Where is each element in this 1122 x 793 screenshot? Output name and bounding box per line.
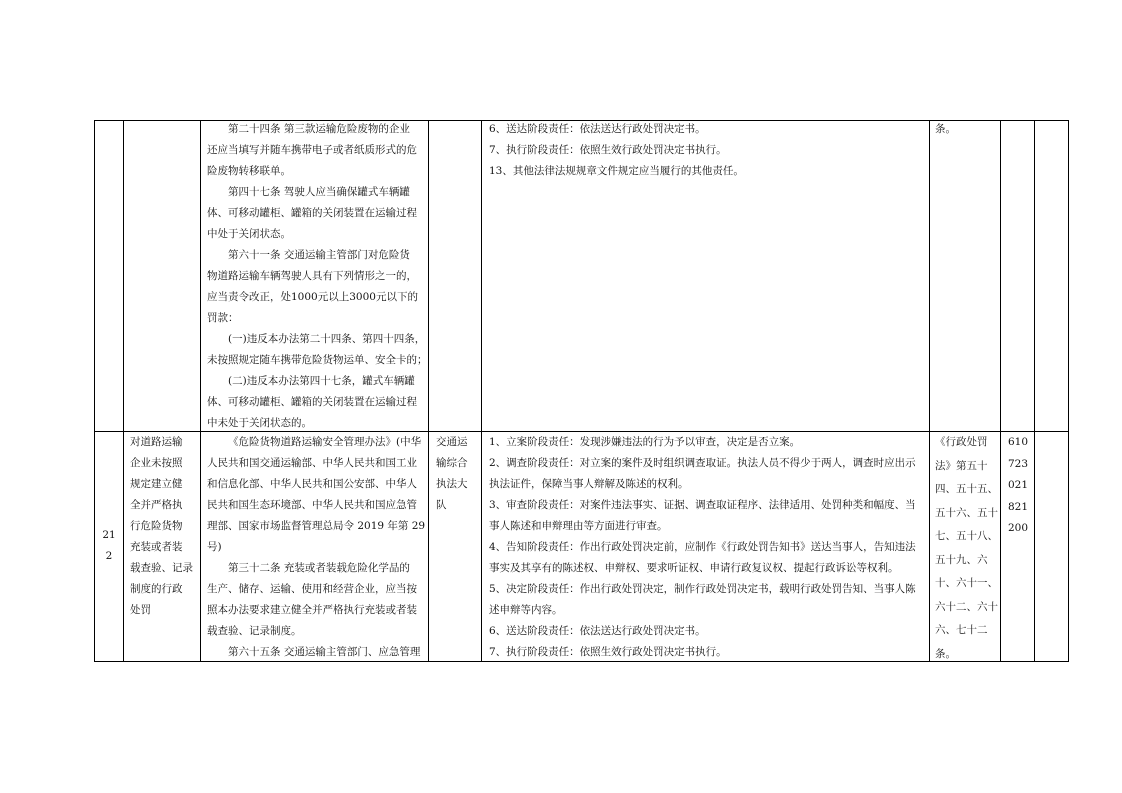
basis-line: 体、可移动罐柜、罐箱的关闭装置在运输过程 [207,396,417,408]
responsibility-line: 7、执行阶段责任：依照生效行政处罚决定书执行。 [489,144,727,156]
basis-line: 载查验、记录制度。 [207,625,302,637]
basis-line: 照本办法要求建立健全并严格执行充装或者装 [207,604,417,616]
basis-line: 生产、储存、运输、使用和经营企业，应当按 [207,583,417,595]
code-line: 610 [1008,436,1029,448]
basis-line: 《危险货物道路运输安全管理办法》(中华 [228,436,422,448]
accountability-line: 《行政处罚 [935,436,988,448]
basis-line: 应当责令改正，处1000元以上3000元以下的 [207,291,418,303]
accountability-line: 条。 [935,123,956,135]
responsibility-line: 3、审查阶段责任：对案件违法事实、证据、调查取证程序、法律适用、处罚种类和幅度、当 [489,499,916,511]
row2-department-cell [436,432,480,516]
responsibility-line: 事人陈述和申辩理由等方面进行审查。 [489,520,668,532]
table-col-divider [200,120,201,662]
table-border-left [94,120,95,662]
responsibility-line: 6、送达阶段责任：依法送达行政处罚决定书。 [489,625,706,637]
department-line: 输综合 [436,457,468,469]
item-name-line: 充装或者装 [130,541,183,553]
department-line: 执法大 [436,478,468,490]
basis-line: (二)违反本办法第四十七条，罐式车辆罐 [228,375,415,387]
table-col-divider [1034,120,1035,662]
item-name-line: 企业未按照 [130,457,183,469]
department-line: 队 [436,499,447,511]
accountability-line: 十、六十一、 [935,577,998,589]
code-line: 821 [1008,500,1029,513]
row2-code-cell [1008,432,1032,540]
row1-accountability-cell [935,119,997,140]
responsibility-line: 4、告知阶段责任：作出行政处罚决定前，应制作《行政处罚告知书》送达当事人，告知违法 [489,541,916,553]
item-name-line: 全并严格执 [130,499,183,511]
basis-line: 物道路运输车辆驾驶人具有下列情形之一的， [207,270,417,282]
responsibility-line: 2、调查阶段责任：对立案的案件及时组织调查取证。执法人员不得少于两人，调查时应出示 [489,457,916,469]
basis-line: (一)违反本办法第二十四条、第四十四条， [228,333,426,345]
table-border-right [1068,120,1069,662]
table-col-divider [123,120,124,662]
basis-line: 号) [207,541,222,553]
responsibility-line: 执法证件，保障当事人辩解及陈述的权利。 [489,478,689,490]
accountability-line: 四、五十五、 [935,483,998,495]
basis-line: 中处于关闭状态。 [207,228,291,240]
responsibility-line: 事实及其享有的陈述权、申辩权、要求听证权、申请行政复议权、提起行政诉讼等权利。 [489,562,899,574]
item-name-line: 对道路运输 [130,436,183,448]
table-col-divider [428,120,429,662]
responsibility-line: 6、送达阶段责任：依法送达行政处罚决定书。 [489,123,706,135]
basis-line: 第二十四条 第三款运输危险废物的企业 [228,123,410,135]
seq-number: 21 [102,529,116,541]
basis-line: 第三十二条 充装或者装载危险化学品的 [228,562,410,574]
basis-line: 第六十五条 交通运输主管部门、应急管理 [228,646,421,658]
accountability-line: 五十六、五十 [935,506,998,519]
basis-line: 第六十一条 交通运输主管部门对危险货 [228,249,410,261]
basis-line: 第四十七条 驾驶人应当确保罐式车辆罐 [228,186,410,198]
row2-accountability-cell [935,431,999,666]
row1-responsibility-cell [489,119,925,182]
accountability-line: 六十二、六十 [935,600,998,613]
row2-seq-cell [96,525,122,567]
basis-line: 和信息化部、中华人民共和国公安部、中华人 [207,478,417,490]
basis-line: 未按照规定随车携带危险货物运单、安全卡的； [207,354,428,366]
row2-responsibility-cell [489,432,925,663]
basis-line: 民共和国生态环境部、中华人民共和国应急管 [207,499,417,511]
item-name-line: 规定建立健 [130,478,183,490]
responsibility-line: 述申辩等内容。 [489,604,563,616]
item-name-line: 载查验、记录 [130,562,193,574]
table-col-divider [929,120,930,662]
basis-line: 还应当填写并随车携带电子或者纸质形式的危 [207,144,417,156]
row2-basis-cell [207,432,427,663]
accountability-line: 条。 [935,647,956,660]
basis-line: 中未处于关闭状态的。 [207,417,312,429]
basis-line: 险废物转移联单。 [207,165,291,177]
code-line: 200 [1008,522,1029,534]
accountability-line: 七、五十八、 [935,530,998,542]
basis-line: 理部、国家市场监督管理总局令 2019 年第 29 [207,520,426,532]
accountability-line: 法》第五十 [935,459,988,472]
row2-item-name-cell [130,432,198,621]
department-line: 交通运 [436,436,468,448]
basis-line: 罚款： [207,312,239,324]
basis-line: 体、可移动罐柜、罐箱的关闭装置在运输过程 [207,207,417,219]
item-name-line: 制度的行政 [130,583,183,595]
row1-basis-cell [207,119,427,434]
table-col-divider [481,120,482,662]
accountability-line: 五十九、六 [935,553,988,566]
table-col-divider [1000,120,1001,662]
seq-number: 2 [105,550,113,562]
code-line: 723 [1008,457,1029,470]
responsibility-line: 13、其他法律法规规章文件规定应当履行的其他责任。 [489,165,744,177]
responsibility-line: 7、执行阶段责任：依照生效行政处罚决定书执行。 [489,646,727,658]
item-name-line: 行危险货物 [130,520,183,532]
code-line: 021 [1008,479,1029,491]
item-name-line: 处罚 [130,604,151,616]
responsibility-line: 5、决定阶段责任：作出行政处罚决定，制作行政处罚决定书，载明行政处罚告知、当事人陈 [489,583,916,595]
accountability-line: 六、七十二 [935,624,988,636]
basis-line: 人民共和国交通运输部、中华人民共和国工业 [207,457,417,469]
responsibility-line: 1、立案阶段责任：发现涉嫌违法的行为予以审查，决定是否立案。 [489,436,801,448]
